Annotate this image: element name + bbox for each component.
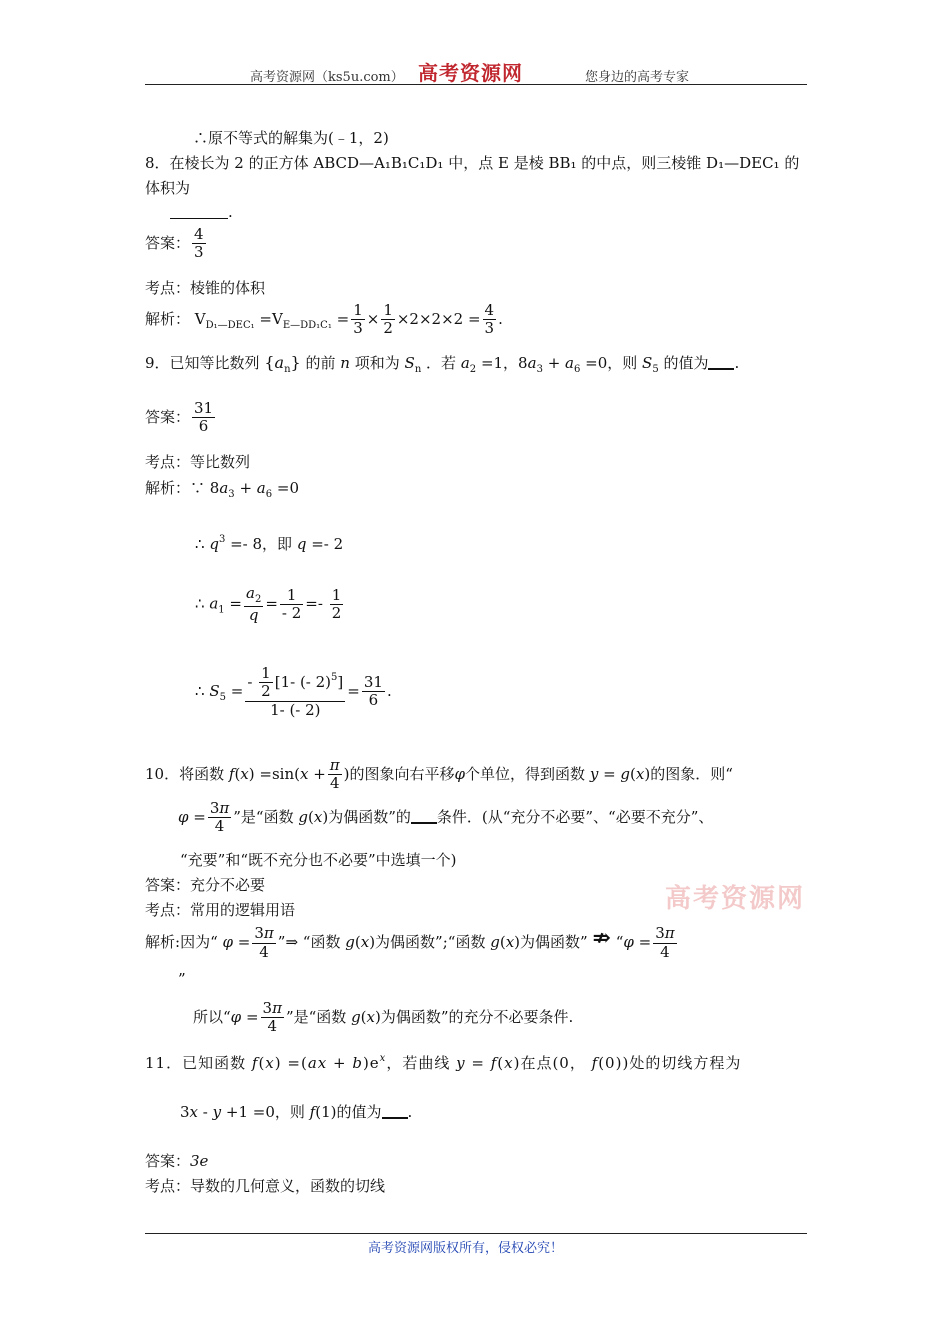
q8-stem-line2: 体积为 xyxy=(145,179,191,197)
q9-topic: 考点：等比数列 xyxy=(145,453,251,471)
q10-answer: 答案：充分不必要 xyxy=(145,876,266,894)
q11-stem-line2: 3x - y +1 =0，则 f(1)的值为 . xyxy=(180,1103,413,1121)
q9-answer: 答案： $\frac{31}{6}$ xyxy=(145,399,214,436)
header-rule xyxy=(145,84,807,85)
site-logo: 高考资源网 xyxy=(418,61,523,85)
q9-analysis-step2: ∴ $q^3 =- 8$，即 q =- 2 xyxy=(195,534,344,553)
header-left: 高考资源网（ks5u.com） xyxy=(250,70,404,85)
q8-blank: . xyxy=(170,203,233,221)
q11-topic: 考点：导数的几何意义，函数的切线 xyxy=(145,1177,386,1195)
q10-stem-line2: φ = $\frac{3\pi}{4}$ ”是“函数 g(x)为偶函数”的 条件．(从“充分不必要”、“必要不充分”、 xyxy=(178,799,714,836)
q11-stem-line1: 11．已知函数 $f(x) =(ax + b)e^x$，若曲线 y = f(x)在点(0， f(0))处的切线方程为 xyxy=(145,1053,742,1072)
q7-conclusion: ∴原不等式的解集为(﹣1，2) xyxy=(193,129,389,147)
q8-stem-line1: 8．在棱长为 2 的正方体 ABCD—A₁B₁C₁D₁ 中，点 E 是棱 BB₁ 的中点，则三棱锥 D₁—DEC₁ 的 xyxy=(145,154,800,172)
q10-analysis-closing-quote: ” xyxy=(178,970,186,988)
footer-copyright: 高考资源网版权所有，侵权必究！ xyxy=(368,1241,564,1256)
q9-analysis-step3: ∴ $a_1$ = $\frac{a_2}{q}$ = $\frac{1}{- 2}$ =- $\frac{1}{2}$ xyxy=(195,584,342,624)
watermark: 高考资源网 xyxy=(665,884,806,914)
q9-analysis-step4: ∴ $S_5$ = - $\frac{1}{2}$ [1- (- 2)$^5$] 1- (- 2) = $\frac{31}{6}$ . xyxy=(195,664,392,719)
q8-analysis: 解析： $V_{D_1—DEC_1} =V_{E—DD_1C_1}$ = $\frac{1}{3}$ × $\frac{1}{2}$ ×2×2×2 = $\frac{4}{3}$ . xyxy=(145,301,503,338)
q8-topic: 考点：棱锥的体积 xyxy=(145,279,266,297)
q8-answer: 答案： $\frac{4}{3}$ xyxy=(145,225,204,262)
q10-analysis-line1: 解析:因为“ φ = $\frac{3\pi}{4}$ ”⇒ “函数 g(x)为偶函数”;“函数 g(x)为偶函数” ⇏ “φ = $\frac{3\pi}{4}$ xyxy=(145,924,675,961)
q10-topic: 考点：常用的逻辑用语 xyxy=(145,901,296,919)
q10-stem-line1: 10．将函数 f(x) =sin(x + $\frac{\pi}{4}$ )的图象向右平移φ个单位，得到函数 y = g(x)的图象．则“ xyxy=(145,756,733,793)
header-right: 您身边的高考专家 xyxy=(585,70,690,85)
q9-analysis-step1: 解析：∵ $8a_3 + a_6 =0$ xyxy=(145,479,299,500)
q10-analysis-line2: 所以“φ = $\frac{3\pi}{4}$ ”是“函数 g(x)为偶函数”的充分不必要条件. xyxy=(193,999,574,1036)
footer-rule xyxy=(145,1233,807,1234)
q11-answer: 答案：3e xyxy=(145,1152,209,1170)
q10-stem-line3: “充要”和“既不充分也不必要”中选填一个) xyxy=(180,851,457,869)
q9-stem: 9．已知等比数列 $\{a_n\}$ 的前 n 项和为 $S_n$ ．若 $a_2 =1$，$8a_3 + a_6 =0$，则 $S_5$ 的值为 . xyxy=(145,353,740,375)
